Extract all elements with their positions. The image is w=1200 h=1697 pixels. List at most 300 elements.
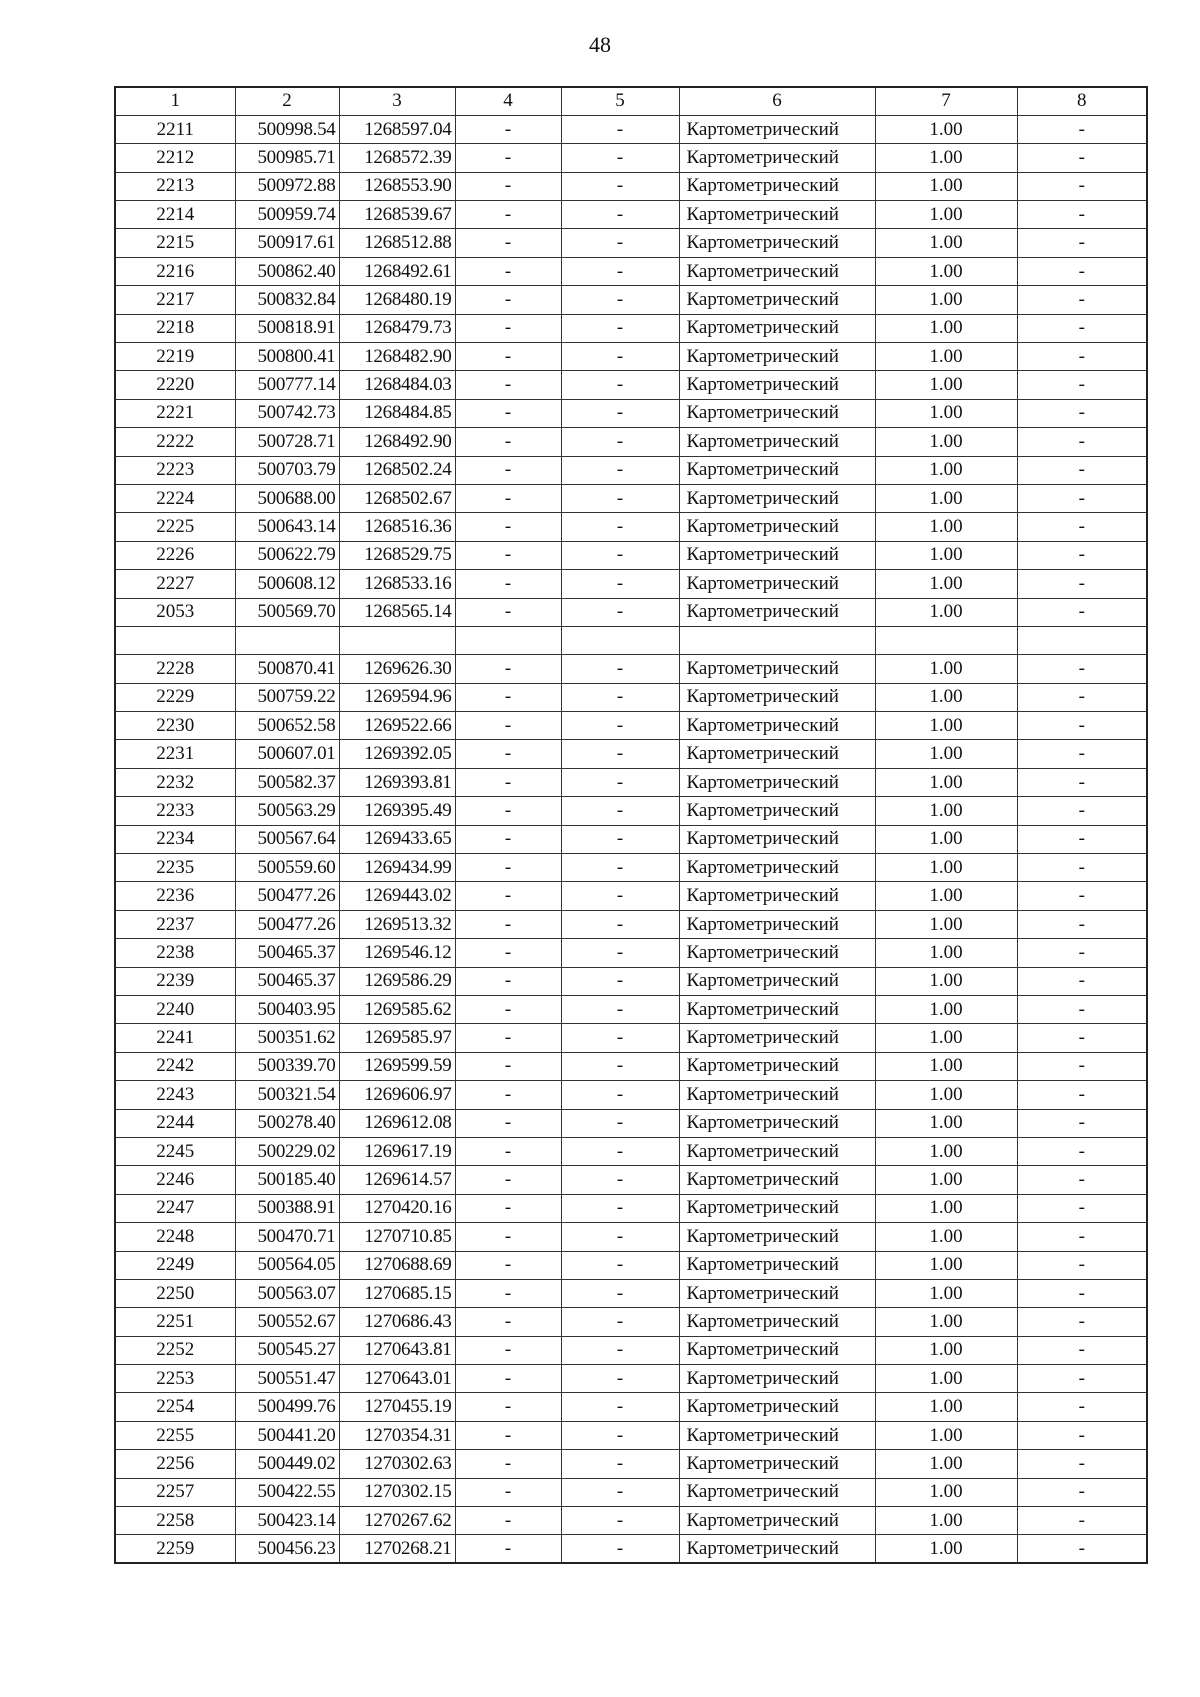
table-row: [115, 1279, 1147, 1307]
cell-point-number: 2250: [115, 1279, 235, 1307]
cell-col-4: -: [455, 996, 561, 1024]
cell-col-4: -: [455, 314, 561, 342]
table-row: [115, 1137, 1147, 1165]
cell-accuracy: 1.00: [875, 1393, 1017, 1421]
cell-coord-y: 1270688.69: [339, 1251, 455, 1279]
cell-col-8: [1017, 626, 1147, 654]
table-row: [115, 996, 1147, 1024]
header-cell-3: 3: [339, 87, 455, 115]
cell-coord-x: 500477.26: [235, 910, 339, 938]
cell-col-8: -: [1017, 882, 1147, 910]
cell-col-8: -: [1017, 541, 1147, 569]
cell-coord-x: 500563.29: [235, 797, 339, 825]
cell-coord-y: 1270685.15: [339, 1279, 455, 1307]
cell-col-5: [561, 626, 679, 654]
cell-col-4: -: [455, 1478, 561, 1506]
cell-coord-x: 500917.61: [235, 229, 339, 257]
cell-col-4: -: [455, 740, 561, 768]
header-row: [115, 87, 1147, 115]
cell-col-8: -: [1017, 740, 1147, 768]
cell-col-4: -: [455, 825, 561, 853]
cell-coord-x: 500688.00: [235, 484, 339, 512]
cell-col-5: -: [561, 1535, 679, 1563]
cell-col-4: -: [455, 1194, 561, 1222]
cell-point-number: 2246: [115, 1166, 235, 1194]
cell-accuracy: 1.00: [875, 229, 1017, 257]
table-row: [115, 1421, 1147, 1449]
table-row: [115, 314, 1147, 342]
cell-accuracy: 1.00: [875, 939, 1017, 967]
cell-col-5: -: [561, 996, 679, 1024]
cell-point-number: 2225: [115, 513, 235, 541]
cell-coord-y: 1268533.16: [339, 570, 455, 598]
cell-col-4: -: [455, 371, 561, 399]
cell-accuracy: 1.00: [875, 768, 1017, 796]
cell-coord-y: 1268512.88: [339, 229, 455, 257]
cell-method: Картометрический: [679, 1279, 875, 1307]
cell-col-4: -: [455, 655, 561, 683]
cell-accuracy: 1.00: [875, 1166, 1017, 1194]
table-row: [115, 513, 1147, 541]
cell-col-8: -: [1017, 1194, 1147, 1222]
table-row: [115, 229, 1147, 257]
cell-col-4: -: [455, 768, 561, 796]
cell-point-number: 2226: [115, 541, 235, 569]
cell-accuracy: 1.00: [875, 1365, 1017, 1393]
cell-coord-x: 500567.64: [235, 825, 339, 853]
cell-coord-y: 1269626.30: [339, 655, 455, 683]
cell-col-4: -: [455, 1279, 561, 1307]
cell-accuracy: [875, 626, 1017, 654]
cell-coord-x: 500742.73: [235, 399, 339, 427]
cell-col-5: -: [561, 399, 679, 427]
cell-point-number: 2224: [115, 484, 235, 512]
header-cell-6: 6: [679, 87, 875, 115]
table-row: [115, 683, 1147, 711]
cell-col-5: -: [561, 1052, 679, 1080]
cell-coord-x: 500582.37: [235, 768, 339, 796]
cell-col-8: -: [1017, 257, 1147, 285]
cell-method: Картометрический: [679, 201, 875, 229]
cell-coord-y: 1270268.21: [339, 1535, 455, 1563]
cell-col-8: -: [1017, 825, 1147, 853]
cell-col-8: -: [1017, 797, 1147, 825]
cell-accuracy: 1.00: [875, 115, 1017, 143]
table-row: [115, 371, 1147, 399]
cell-col-8: -: [1017, 513, 1147, 541]
cell-coord-y: 1269513.32: [339, 910, 455, 938]
cell-coord-x: 500551.47: [235, 1365, 339, 1393]
cell-col-5: -: [561, 712, 679, 740]
cell-coord-x: 500972.88: [235, 172, 339, 200]
cell-col-8: -: [1017, 854, 1147, 882]
table-row: [115, 939, 1147, 967]
cell-col-8: -: [1017, 1279, 1147, 1307]
cell-col-4: -: [455, 797, 561, 825]
table-row: [115, 286, 1147, 314]
cell-accuracy: 1.00: [875, 201, 1017, 229]
cell-col-4: -: [455, 428, 561, 456]
cell-col-5: -: [561, 229, 679, 257]
cell-col-8: -: [1017, 1308, 1147, 1336]
cell-col-8: -: [1017, 456, 1147, 484]
cell-accuracy: 1.00: [875, 740, 1017, 768]
cell-coord-y: 1268492.90: [339, 428, 455, 456]
cell-col-4: -: [455, 484, 561, 512]
cell-col-4: -: [455, 854, 561, 882]
cell-method: Картометрический: [679, 740, 875, 768]
cell-coord-x: 500339.70: [235, 1052, 339, 1080]
cell-method: Картометрический: [679, 428, 875, 456]
table-row: [115, 825, 1147, 853]
cell-point-number: 2243: [115, 1081, 235, 1109]
cell-accuracy: 1.00: [875, 1223, 1017, 1251]
cell-coord-y: 1269392.05: [339, 740, 455, 768]
cell-accuracy: 1.00: [875, 1194, 1017, 1222]
cell-col-4: -: [455, 172, 561, 200]
cell-accuracy: 1.00: [875, 910, 1017, 938]
cell-method: Картометрический: [679, 371, 875, 399]
cell-col-5: -: [561, 768, 679, 796]
cell-col-4: -: [455, 1223, 561, 1251]
cell-accuracy: 1.00: [875, 1109, 1017, 1137]
cell-col-4: -: [455, 1393, 561, 1421]
header-cell-7: 7: [875, 87, 1017, 115]
cell-point-number: 2218: [115, 314, 235, 342]
cell-method: Картометрический: [679, 882, 875, 910]
cell-method: Картометрический: [679, 541, 875, 569]
cell-coord-y: 1270643.81: [339, 1336, 455, 1364]
cell-col-5: -: [561, 570, 679, 598]
cell-coord-y: 1270302.63: [339, 1450, 455, 1478]
table-row: [115, 1535, 1147, 1563]
cell-coord-y: 1269614.57: [339, 1166, 455, 1194]
cell-col-8: -: [1017, 712, 1147, 740]
cell-method: Картометрический: [679, 854, 875, 882]
cell-col-4: -: [455, 1137, 561, 1165]
cell-col-4: -: [455, 1365, 561, 1393]
cell-col-5: -: [561, 655, 679, 683]
cell-col-5: -: [561, 967, 679, 995]
cell-coord-x: 500449.02: [235, 1450, 339, 1478]
cell-accuracy: 1.00: [875, 343, 1017, 371]
cell-col-5: -: [561, 257, 679, 285]
cell-col-5: -: [561, 456, 679, 484]
cell-point-number: 2235: [115, 854, 235, 882]
cell-col-4: -: [455, 712, 561, 740]
cell-col-8: -: [1017, 343, 1147, 371]
table-body: [115, 115, 1147, 1563]
cell-col-8: -: [1017, 1081, 1147, 1109]
cell-col-5: -: [561, 1365, 679, 1393]
cell-coord-y: 1268479.73: [339, 314, 455, 342]
cell-col-8: -: [1017, 768, 1147, 796]
cell-method: Картометрический: [679, 768, 875, 796]
cell-accuracy: 1.00: [875, 882, 1017, 910]
cell-method: Картометрический: [679, 1109, 875, 1137]
cell-point-number: 2236: [115, 882, 235, 910]
cell-col-8: -: [1017, 1507, 1147, 1535]
cell-coord-x: 500351.62: [235, 1024, 339, 1052]
cell-coord-x: 500564.05: [235, 1251, 339, 1279]
cell-coord-y: 1269433.65: [339, 825, 455, 853]
cell-col-5: -: [561, 144, 679, 172]
cell-coord-y: 1269612.08: [339, 1109, 455, 1137]
cell-coord-x: 500278.40: [235, 1109, 339, 1137]
table-row: [115, 1251, 1147, 1279]
cell-col-5: -: [561, 1393, 679, 1421]
cell-coord-x: 500607.01: [235, 740, 339, 768]
cell-method: Картометрический: [679, 712, 875, 740]
cell-point-number: 2242: [115, 1052, 235, 1080]
cell-method: Картометрический: [679, 115, 875, 143]
table-row: [115, 257, 1147, 285]
cell-method: Картометрический: [679, 939, 875, 967]
cell-point-number: 2230: [115, 712, 235, 740]
cell-coord-y: 1268484.03: [339, 371, 455, 399]
cell-coord-y: 1269522.66: [339, 712, 455, 740]
cell-col-8: -: [1017, 1336, 1147, 1364]
cell-accuracy: 1.00: [875, 996, 1017, 1024]
cell-coord-x: 500818.91: [235, 314, 339, 342]
cell-accuracy: 1.00: [875, 257, 1017, 285]
cell-coord-x: 500832.84: [235, 286, 339, 314]
table-row: [115, 626, 1147, 654]
cell-point-number: 2237: [115, 910, 235, 938]
cell-col-8: -: [1017, 371, 1147, 399]
cell-col-8: -: [1017, 598, 1147, 626]
cell-method: Картометрический: [679, 570, 875, 598]
cell-coord-y: 1268484.85: [339, 399, 455, 427]
cell-col-4: [455, 626, 561, 654]
header-cell-8: 8: [1017, 87, 1147, 115]
cell-col-4: -: [455, 683, 561, 711]
cell-accuracy: 1.00: [875, 428, 1017, 456]
cell-accuracy: 1.00: [875, 1024, 1017, 1052]
cell-col-4: -: [455, 967, 561, 995]
cell-coord-y: 1268480.19: [339, 286, 455, 314]
cell-accuracy: 1.00: [875, 144, 1017, 172]
cell-point-number: 2239: [115, 967, 235, 995]
cell-col-8: -: [1017, 144, 1147, 172]
cell-accuracy: 1.00: [875, 854, 1017, 882]
header-cell-1: 1: [115, 87, 235, 115]
cell-col-8: -: [1017, 314, 1147, 342]
cell-col-5: -: [561, 1081, 679, 1109]
cell-point-number: 2213: [115, 172, 235, 200]
cell-col-4: -: [455, 286, 561, 314]
cell-accuracy: 1.00: [875, 541, 1017, 569]
cell-col-4: -: [455, 201, 561, 229]
table-row: [115, 144, 1147, 172]
cell-point-number: 2238: [115, 939, 235, 967]
cell-method: Картометрический: [679, 456, 875, 484]
cell-method: Картометрический: [679, 1223, 875, 1251]
cell-col-5: -: [561, 484, 679, 512]
cell-point-number: 2223: [115, 456, 235, 484]
cell-col-5: -: [561, 513, 679, 541]
cell-coord-x: 500552.67: [235, 1308, 339, 1336]
table-row: [115, 768, 1147, 796]
cell-coord-y: 1269594.96: [339, 683, 455, 711]
cell-col-8: -: [1017, 115, 1147, 143]
cell-col-5: -: [561, 343, 679, 371]
cell-accuracy: 1.00: [875, 1478, 1017, 1506]
cell-accuracy: 1.00: [875, 314, 1017, 342]
cell-col-5: -: [561, 825, 679, 853]
cell-col-4: -: [455, 939, 561, 967]
cell-method: Картометрический: [679, 1052, 875, 1080]
table-row: [115, 1308, 1147, 1336]
cell-coord-y: 1269606.97: [339, 1081, 455, 1109]
cell-coord-x: 500321.54: [235, 1081, 339, 1109]
cell-method: Картометрический: [679, 598, 875, 626]
cell-point-number: 2241: [115, 1024, 235, 1052]
cell-col-5: -: [561, 115, 679, 143]
cell-method: Картометрический: [679, 1336, 875, 1364]
cell-col-4: -: [455, 1450, 561, 1478]
cell-col-5: -: [561, 1223, 679, 1251]
cell-method: Картометрический: [679, 257, 875, 285]
table-row: [115, 910, 1147, 938]
cell-col-5: -: [561, 1251, 679, 1279]
cell-coord-x: 500569.70: [235, 598, 339, 626]
cell-coord-y: 1270643.01: [339, 1365, 455, 1393]
cell-accuracy: 1.00: [875, 1308, 1017, 1336]
cell-col-4: -: [455, 1166, 561, 1194]
cell-method: Картометрический: [679, 229, 875, 257]
cell-method: Картометрический: [679, 144, 875, 172]
cell-method: Картометрический: [679, 343, 875, 371]
table-row: [115, 484, 1147, 512]
cell-col-5: -: [561, 1421, 679, 1449]
table-row: [115, 740, 1147, 768]
table-row: [115, 1194, 1147, 1222]
cell-method: Картометрический: [679, 484, 875, 512]
cell-method: Картометрический: [679, 910, 875, 938]
cell-coord-y: 1269599.59: [339, 1052, 455, 1080]
cell-accuracy: 1.00: [875, 1052, 1017, 1080]
cell-method: Картометрический: [679, 825, 875, 853]
cell-col-8: -: [1017, 1478, 1147, 1506]
cell-point-number: 2258: [115, 1507, 235, 1535]
cell-point-number: 2221: [115, 399, 235, 427]
cell-coord-y: 1269443.02: [339, 882, 455, 910]
cell-col-4: -: [455, 257, 561, 285]
header-cell-5: 5: [561, 87, 679, 115]
cell-col-8: -: [1017, 1024, 1147, 1052]
cell-col-4: -: [455, 598, 561, 626]
cell-accuracy: 1.00: [875, 513, 1017, 541]
cell-method: Картометрический: [679, 286, 875, 314]
cell-col-8: -: [1017, 655, 1147, 683]
cell-coord-y: 1268516.36: [339, 513, 455, 541]
cell-col-5: -: [561, 1194, 679, 1222]
cell-method: Картометрический: [679, 1137, 875, 1165]
cell-accuracy: 1.00: [875, 1336, 1017, 1364]
cell-col-5: -: [561, 939, 679, 967]
cell-accuracy: 1.00: [875, 172, 1017, 200]
cell-accuracy: 1.00: [875, 1535, 1017, 1563]
cell-method: Картометрический: [679, 967, 875, 995]
cell-col-4: -: [455, 513, 561, 541]
cell-coord-x: 500703.79: [235, 456, 339, 484]
cell-col-8: -: [1017, 1251, 1147, 1279]
cell-col-5: -: [561, 882, 679, 910]
cell-point-number: 2231: [115, 740, 235, 768]
table-row: [115, 797, 1147, 825]
cell-point-number: 2217: [115, 286, 235, 314]
cell-coord-y: [339, 626, 455, 654]
cell-method: Картометрический: [679, 1507, 875, 1535]
cell-col-8: -: [1017, 1052, 1147, 1080]
cell-method: Картометрический: [679, 1081, 875, 1109]
cell-col-4: -: [455, 1024, 561, 1052]
cell-col-4: -: [455, 115, 561, 143]
cell-coord-y: 1270302.15: [339, 1478, 455, 1506]
cell-coord-y: 1268565.14: [339, 598, 455, 626]
cell-method: Картометрический: [679, 1251, 875, 1279]
cell-coord-x: 500563.07: [235, 1279, 339, 1307]
cell-coord-x: 500959.74: [235, 201, 339, 229]
table-row: [115, 1109, 1147, 1137]
cell-point-number: 2259: [115, 1535, 235, 1563]
cell-coord-y: 1269585.62: [339, 996, 455, 1024]
table-row: [115, 343, 1147, 371]
cell-point-number: 2214: [115, 201, 235, 229]
cell-coord-y: 1270686.43: [339, 1308, 455, 1336]
cell-col-4: -: [455, 1507, 561, 1535]
cell-col-4: -: [455, 1308, 561, 1336]
cell-coord-x: 500559.60: [235, 854, 339, 882]
cell-coord-x: 500985.71: [235, 144, 339, 172]
cell-col-5: -: [561, 1279, 679, 1307]
cell-col-8: -: [1017, 229, 1147, 257]
cell-point-number: 2247: [115, 1194, 235, 1222]
cell-col-4: -: [455, 1251, 561, 1279]
cell-coord-x: 500423.14: [235, 1507, 339, 1535]
cell-method: Картометрический: [679, 1421, 875, 1449]
cell-point-number: 2240: [115, 996, 235, 1024]
cell-coord-x: [235, 626, 339, 654]
cell-col-4: -: [455, 229, 561, 257]
cell-col-5: -: [561, 1166, 679, 1194]
cell-coord-y: 1269395.49: [339, 797, 455, 825]
cell-method: Картометрический: [679, 1478, 875, 1506]
cell-coord-x: 500403.95: [235, 996, 339, 1024]
cell-col-5: -: [561, 286, 679, 314]
header-cell-2: 2: [235, 87, 339, 115]
cell-col-5: -: [561, 1507, 679, 1535]
cell-point-number: 2211: [115, 115, 235, 143]
cell-coord-y: 1270710.85: [339, 1223, 455, 1251]
cell-coord-y: 1270267.62: [339, 1507, 455, 1535]
cell-coord-y: 1269434.99: [339, 854, 455, 882]
cell-accuracy: 1.00: [875, 1081, 1017, 1109]
cell-col-8: -: [1017, 939, 1147, 967]
cell-point-number: 2249: [115, 1251, 235, 1279]
cell-col-4: -: [455, 1052, 561, 1080]
cell-point-number: 2252: [115, 1336, 235, 1364]
cell-point-number: 2222: [115, 428, 235, 456]
cell-col-5: -: [561, 201, 679, 229]
table-row: [115, 854, 1147, 882]
table-row: [115, 1336, 1147, 1364]
table-row: [115, 655, 1147, 683]
cell-col-8: -: [1017, 1393, 1147, 1421]
cell-col-8: -: [1017, 996, 1147, 1024]
cell-point-number: 2248: [115, 1223, 235, 1251]
